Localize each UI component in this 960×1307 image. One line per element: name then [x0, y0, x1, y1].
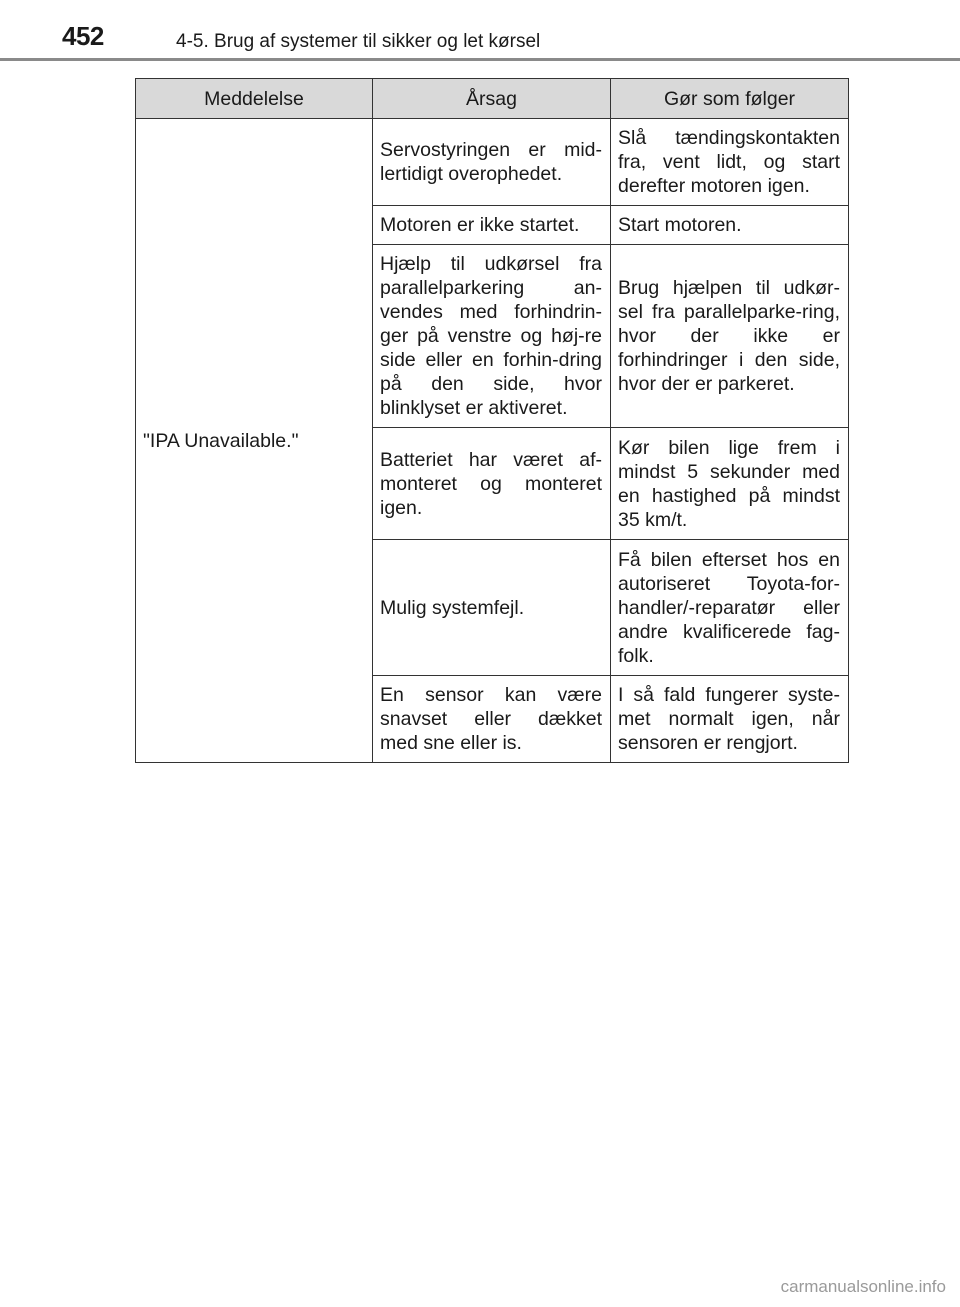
action-text: I så fald fungerer syste-met normalt igen, når sensoren er rengjort. — [618, 684, 840, 754]
page-number: 452 — [62, 21, 104, 51]
cause-text: Motoren er ikke startet. — [380, 214, 580, 236]
header-divider — [0, 58, 960, 61]
action-cell — [611, 119, 849, 206]
message-cell: "IPA Unavailable." — [136, 119, 373, 763]
message-table — [135, 78, 849, 763]
cause-text: Mulig systemfejl. — [380, 596, 525, 619]
cause-text: Servostyringen er mid-lertidigt overophedet. — [380, 139, 602, 185]
action-cell — [611, 245, 849, 428]
action-cell — [611, 540, 849, 676]
table-header-row — [136, 79, 849, 119]
table-row — [136, 119, 849, 206]
cause-cell — [373, 676, 611, 763]
cause-text: En sensor kan være snavset eller dækket med sne eller is. — [380, 684, 602, 754]
action-text: Slå tændingskontakten fra, vent lidt, og start derefter motoren igen. — [618, 127, 840, 197]
action-text: Kør bilen lige frem i mindst 5 sekunder med en hastighed på mindst 35 km/t. — [618, 436, 840, 531]
cause-cell — [373, 428, 611, 540]
action-text: Brug hjælpen til udkør-sel fra parallelparke-ring, hvor der ikke er forhindringer i den side, hvor der er parkeret. — [618, 277, 840, 395]
cause-cell — [373, 119, 611, 206]
cause-cell — [373, 206, 611, 245]
watermark-text: carmanualsonline.info — [780, 1277, 946, 1296]
page-header — [0, 0, 960, 60]
section-title: 4-5. Brug af systemer til sikker og let kørsel — [176, 31, 541, 52]
cause-text: Hjælp til udkørsel fra parallelparkering an-vendes med forhindrin-ger på venstre og høj-re side eller en forhin-dring på den side, hvor blinklyset er aktiveret. — [380, 253, 602, 419]
cause-cell — [373, 245, 611, 428]
column-header-cause: Årsag — [373, 79, 611, 119]
action-cell — [611, 428, 849, 540]
action-text: Få bilen efterset hos en autoriseret Toyota-for-handler/-reparatør eller andre kvalificerede fag-folk. — [618, 548, 840, 667]
column-header-action: Gør som følger — [611, 79, 849, 119]
action-text: Start motoren. — [618, 214, 742, 236]
cause-cell — [373, 540, 611, 676]
cause-text: Batteriet har været af-monteret og monteret igen. — [380, 448, 602, 519]
action-cell — [611, 676, 849, 763]
column-header-message: Meddelelse — [136, 79, 373, 119]
action-cell — [611, 206, 849, 245]
